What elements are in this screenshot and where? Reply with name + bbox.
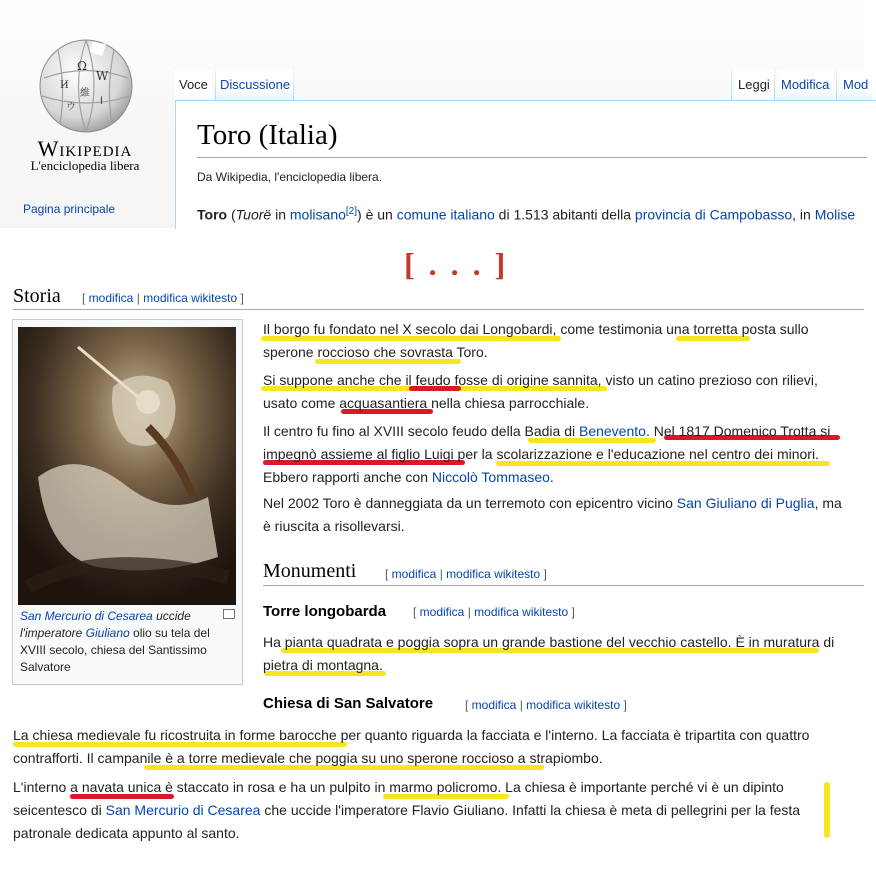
heading-torre-longobarda: Torre longobarda — [263, 603, 387, 620]
para-text: L'interno a navata unica è staccato in rosa e ha un pulpito in marmo policromo. La chiesa è importante perché vi è un dipinto seicentesco di — [13, 779, 784, 818]
lead-text: di 1.513 abitanti della — [494, 206, 635, 223]
link-molise[interactable]: Molise — [814, 206, 856, 223]
lead-text: , in — [792, 206, 815, 223]
chiesa-paragraph-1: La chiesa medievale fu ricostruita in forme barocche per quanto riguarda la facciata e l'interno. La facciata è tripartita con quattro contrafforti. Il campanile è a torre medievale che poggia su uno sperone roccioso a strapiombo. — [13, 727, 810, 766]
lead-text: in — [271, 206, 290, 223]
site-subtitle: Da Wikipedia, l'enciclopedia libera. — [197, 170, 383, 184]
edit-bracket: [ — [413, 605, 420, 619]
caption-link-san-mercurio[interactable]: San Mercurio di Cesarea — [20, 609, 153, 623]
svg-text:Ω: Ω — [77, 59, 87, 73]
lead-text: ) è un — [357, 206, 397, 223]
para-text: Badia di — [524, 423, 579, 439]
lead-paragraph — [197, 206, 855, 223]
para-text: che uccide l'imperatore Flavio Giuliano. Infatti la chiesa è meta di pellegrini per la festa patronale dedicata appunto al santo. — [13, 802, 801, 841]
edit-wikitext-link[interactable]: modifica wikitesto — [526, 698, 621, 712]
edit-link[interactable]: modifica — [419, 605, 465, 619]
tab-modifica[interactable]: Modifica — [777, 70, 833, 100]
edit-wikitext-link[interactable]: modifica wikitesto — [474, 605, 569, 619]
edit-link[interactable]: modifica — [391, 567, 437, 581]
edit-bracket: ] — [540, 567, 547, 581]
wikipedia-wordmark: Wikipedia — [37, 136, 133, 161]
edit-separator: | — [516, 698, 527, 712]
link-san-giuliano-di-puglia[interactable]: San Giuliano di Puglia — [676, 495, 815, 511]
svg-text:W: W — [96, 69, 109, 83]
heading-storia: Storia — [13, 285, 61, 307]
tab-modifica-wikitesto[interactable]: Mod — [839, 70, 872, 100]
para-text: , ma è riuscita a risollevarsi. — [263, 495, 842, 534]
wikipedia-globe-logo[interactable] — [36, 38, 136, 134]
torre-paragraph: Ha pianta quadrata e poggia sopra un grande bastione del vecchio castello. È in muratura di pietra di montagna. — [263, 634, 835, 673]
edit-separator: | — [464, 605, 475, 619]
link-niccolo-tommaseo[interactable]: Niccolò Tommaseo — [431, 469, 550, 485]
tab-separator — [836, 64, 837, 100]
wikipedia-tagline: L'enciclopedia libera — [30, 158, 140, 173]
para-text: . — [549, 469, 554, 485]
svg-text:И: И — [60, 80, 69, 91]
reference-link[interactable]: [2] — [345, 206, 358, 217]
svg-text:ウ: ウ — [66, 102, 76, 113]
storia-paragraph-3 — [263, 420, 848, 489]
edit-bracket: ] — [237, 291, 244, 305]
svg-text:ا: ا — [100, 96, 103, 107]
section-edit-links — [413, 605, 575, 619]
painting-image[interactable] — [18, 327, 236, 605]
para-text: Il centro fu fino al XVIII secolo feudo della — [263, 423, 525, 439]
link-san-mercurio-di-cesarea[interactable]: San Mercurio di Cesarea — [105, 802, 261, 818]
magnify-icon[interactable] — [223, 609, 235, 619]
tab-separator — [731, 64, 732, 100]
heading-monumenti: Monumenti — [263, 560, 357, 582]
page-title: Toro (Italia) — [197, 119, 338, 151]
storia-paragraph-2: Si suppone anche che il feudo fosse di origine sannita, visto un catino prezioso con rilievi, usato come acquasantiera nella chiesa parrocchiale. — [263, 372, 818, 411]
sidebar-item-main-page[interactable]: Pagina principale — [23, 202, 116, 216]
edit-wikitext-link[interactable]: modifica wikitesto — [446, 567, 541, 581]
edit-link[interactable]: modifica — [471, 698, 517, 712]
edit-bracket: [ — [385, 567, 392, 581]
edit-bracket: [ — [465, 698, 472, 712]
edit-separator: | — [436, 567, 447, 581]
lead-local-name: Tuorë — [235, 206, 272, 223]
lead-text: ( — [227, 206, 236, 223]
edit-link[interactable]: modifica — [88, 291, 134, 305]
edit-bracket: ] — [620, 698, 627, 712]
link-comune-italiano[interactable]: comune italiano — [396, 206, 495, 223]
edit-wikitext-link[interactable]: modifica wikitesto — [143, 291, 238, 305]
tab-discussione[interactable]: Discussione — [216, 70, 294, 100]
edit-bracket: [ — [82, 291, 89, 305]
para-text: Nel 2002 Toro è danneggiata da un terremoto con epicentro vicino — [263, 495, 677, 511]
title-divider — [197, 157, 867, 158]
svg-text:維: 維 — [80, 88, 90, 99]
section-edit-links — [385, 567, 547, 581]
thumbnail-caption — [20, 608, 210, 676]
thumbnail-figure — [12, 319, 243, 685]
tab-leggi[interactable]: Leggi — [734, 70, 774, 100]
para-text: . Nel 1817 Domenico Trotta si impegnò assieme al figlio Luigi per la scolarizzazione e l'educazione nel centro dei minori. Ebbero rapporti anche con — [263, 423, 831, 485]
caption-link-giuliano[interactable]: Giuliano — [85, 626, 130, 640]
link-provincia[interactable]: provincia di Campobasso — [634, 206, 793, 223]
storia-paragraph-4 — [263, 492, 848, 538]
storia-paragraph-1: Il borgo fu fondato nel X secolo dai Longobardi, come testimonia una torretta posta sullo sperone roccioso che sovrasta Toro. — [263, 321, 809, 360]
tab-voce[interactable]: Voce — [175, 70, 212, 100]
link-molisano[interactable]: molisano — [289, 206, 346, 223]
tab-separator — [293, 64, 294, 100]
section-edit-links — [82, 291, 244, 305]
edit-separator: | — [133, 291, 144, 305]
tab-separator — [774, 64, 775, 100]
link-benevento[interactable]: Benevento — [578, 423, 646, 439]
omission-marker: [ . . . ] — [404, 246, 509, 282]
edit-bracket: ] — [568, 605, 575, 619]
caption-text: uccide l'imperatore — [20, 609, 191, 640]
section-edit-links — [465, 698, 627, 712]
caption-text: olio su tela del XVIII secolo, chiesa del Santissimo Salvatore — [20, 626, 210, 674]
lead-article-name: Toro — [197, 206, 228, 223]
section-divider — [263, 585, 864, 586]
section-divider — [13, 309, 864, 310]
heading-chiesa-san-salvatore: Chiesa di San Salvatore — [263, 695, 434, 712]
chiesa-paragraph-2 — [13, 776, 848, 845]
